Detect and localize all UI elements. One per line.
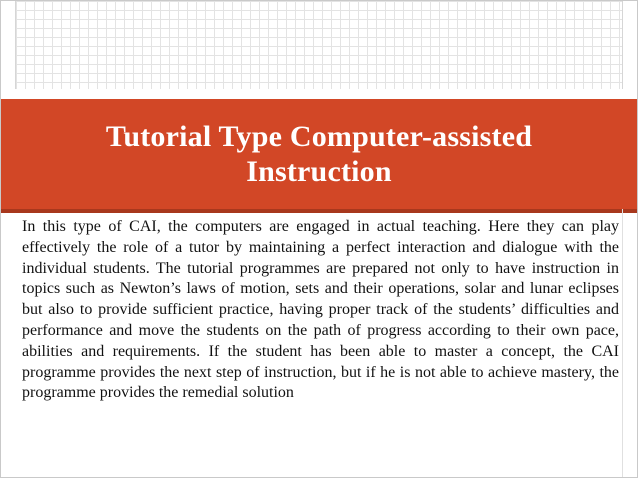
right-border-rule: [622, 209, 623, 477]
slide-title: Tutorial Type Computer-assisted Instruction: [105, 120, 533, 188]
slide-body-text: In this type of CAI, the computers are engaged in actual teaching. Here they can play effectively the role of a tutor by maintaining a perfect interaction and dialogue with the individual students. The tutorial programmes are prepared not only to have instruction in topics such as Newton’s laws of motion, sets and their operations, solar and lunar eclipses but also to provide sufficient practice, having proper track of the students’ difficulties and performance and move the students on the path of progress according to their own pace, abilities and requirements. If the student has been able to master a concept, the CAI programme provides the next step of instruction, but if he is not able to achieve mastery, the programme provides the remedial solution: [22, 218, 619, 402]
grid-pattern-header: [15, 1, 623, 89]
title-band: [1, 99, 637, 209]
